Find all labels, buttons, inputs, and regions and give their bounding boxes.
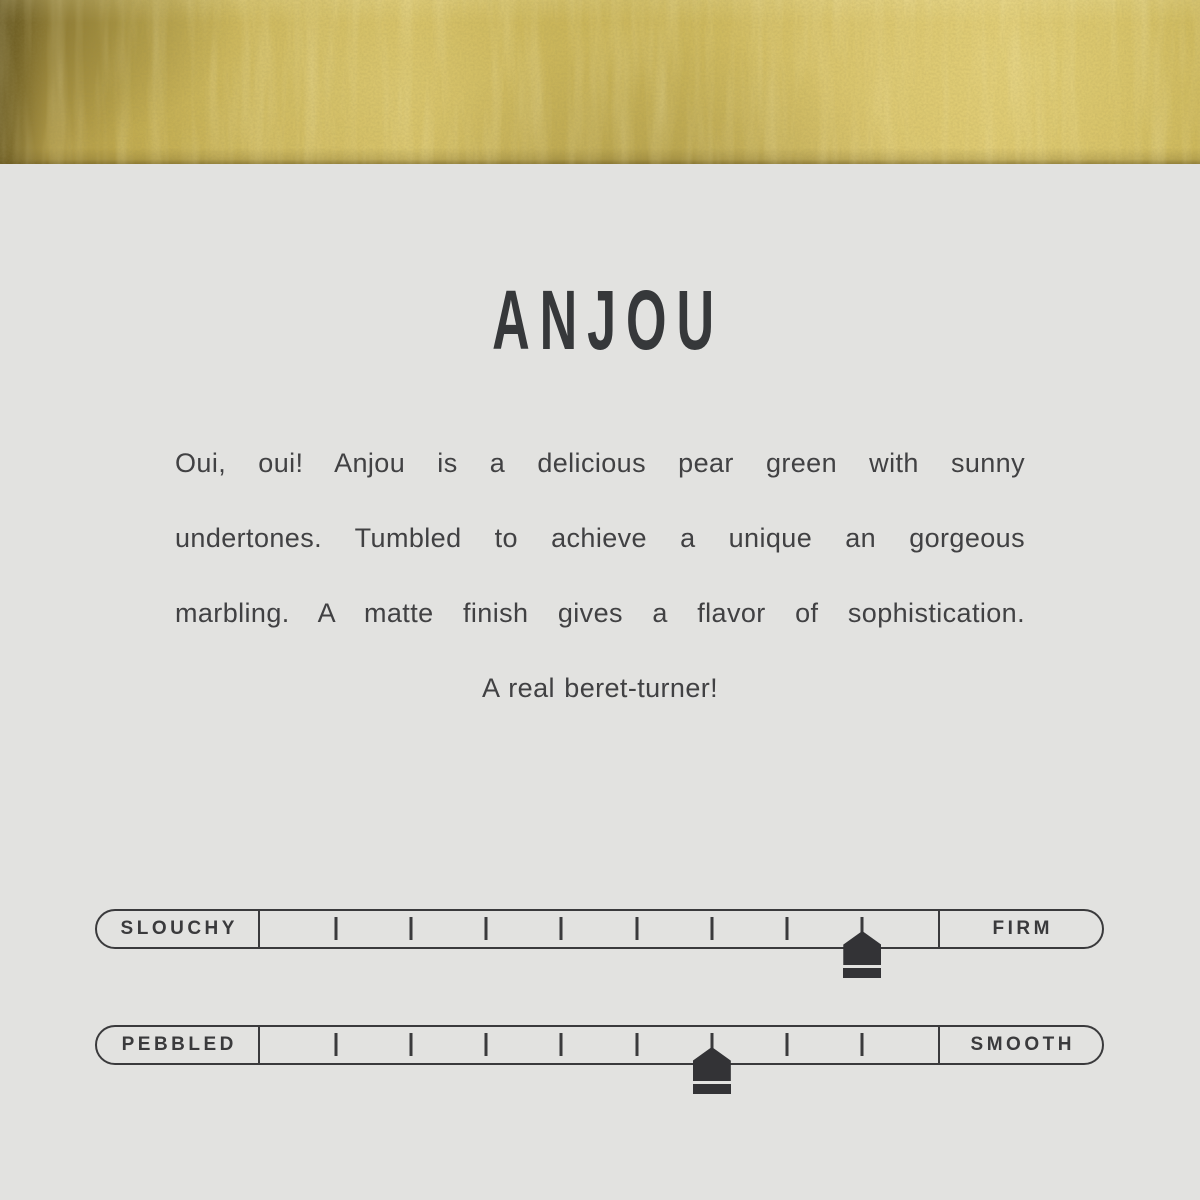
pebbled-smooth-scale — [95, 1025, 1104, 1065]
description-line: marbling. A matte finish gives a flavor of sophistication. — [175, 598, 1025, 628]
description-line: undertones. Tumbled to achieve a unique an gorgeous — [175, 523, 1025, 553]
tick-mark — [409, 917, 412, 940]
tick-mark — [861, 1033, 864, 1056]
tick-mark — [485, 917, 488, 940]
scale-track — [261, 911, 938, 947]
leather-swatch-image — [0, 0, 1200, 164]
tick-mark — [560, 917, 563, 940]
tick-mark — [635, 917, 638, 940]
tick-mark — [560, 1033, 563, 1056]
scale-right-section — [938, 1027, 1102, 1063]
scale-right-label: SMOOTH — [970, 1034, 1075, 1055]
tick-mark — [786, 1033, 789, 1056]
description-tagline: A real beret-turner! — [481, 673, 719, 703]
page-title: ANJOU — [492, 273, 724, 367]
leather-texture-overlay — [0, 0, 1200, 164]
tick-mark — [786, 917, 789, 940]
tick-mark — [334, 917, 337, 940]
scale-left-label: PEBBLED — [121, 1034, 237, 1055]
scale-right-section — [938, 911, 1102, 947]
tick-mark — [485, 1033, 488, 1056]
scale-marker — [693, 1047, 731, 1094]
scale-left-section — [97, 1027, 260, 1063]
title-row — [0, 273, 1200, 367]
marker-head — [843, 931, 881, 965]
tick-mark — [409, 1033, 412, 1056]
scale-left-section — [97, 911, 260, 947]
slouchy-firm-scale — [95, 909, 1104, 949]
color-description — [175, 426, 1025, 726]
scale-right-label: FIRM — [992, 918, 1053, 939]
description-line: Oui, oui! Anjou is a delicious pear green with sunny — [175, 448, 1025, 478]
marker-bar — [843, 968, 881, 978]
marker-head — [693, 1047, 731, 1081]
scale-left-label: SLOUCHY — [120, 918, 238, 939]
scale-marker — [843, 931, 881, 978]
marker-bar — [693, 1084, 731, 1094]
scale-track — [261, 1027, 938, 1063]
tick-mark — [635, 1033, 638, 1056]
tick-mark — [710, 917, 713, 940]
tick-mark — [334, 1033, 337, 1056]
